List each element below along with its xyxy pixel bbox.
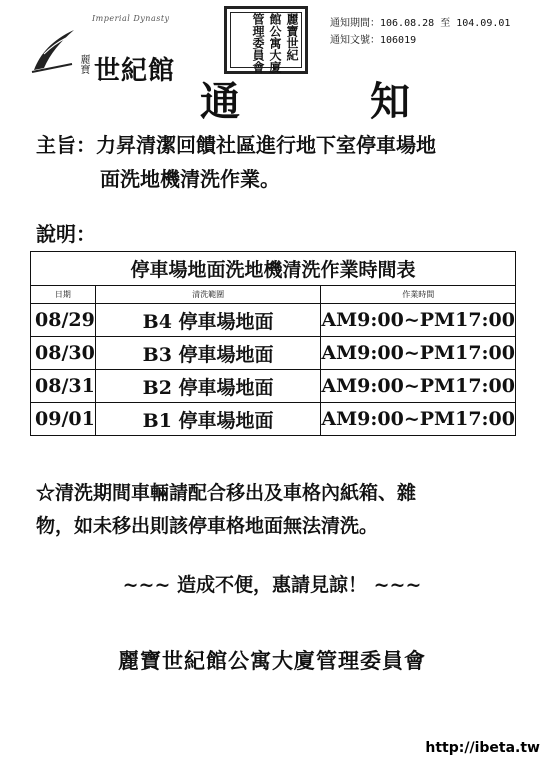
- table-row: [31, 403, 516, 436]
- doc-no-value: 106019: [380, 35, 417, 46]
- header-time: 作業時間: [321, 286, 516, 304]
- page-title-part-1: 通: [200, 78, 242, 125]
- notice-meta: [330, 15, 510, 49]
- subject-line-1: [36, 128, 516, 163]
- cell-time: AM9:00~PM17:00: [321, 370, 516, 403]
- vehicle-note-line-1: ☆清洗期間車輛請配合移出及車格內紙箱、雜: [36, 482, 417, 504]
- seal-column: 館公寓大廈: [268, 13, 282, 73]
- header-area: 清洗範圍: [95, 286, 321, 304]
- table-row: [31, 370, 516, 403]
- document-number: [330, 32, 510, 49]
- subject-text-2: 面洗地機清洗作業。: [100, 167, 280, 191]
- source-watermark: http://ibeta.tw: [425, 740, 540, 756]
- cell-date: 08/30: [31, 337, 96, 370]
- cell-area: B1 停車場地面: [95, 403, 321, 436]
- cell-date: 09/01: [31, 403, 96, 436]
- subject-label: 主旨：: [36, 133, 96, 157]
- logo-brand-small: 麗寶: [78, 54, 89, 74]
- logo-brand-name: 世紀館: [94, 56, 176, 86]
- header-date: 日期: [31, 286, 96, 304]
- apology-text: ~~~ 造成不便，惠請見諒！ ~~~: [122, 574, 422, 596]
- cell-area: B2 停車場地面: [95, 370, 321, 403]
- cell-area: B3 停車場地面: [95, 337, 321, 370]
- logo-tagline: Imperial Dynasty: [92, 14, 170, 23]
- vehicle-note-line-2: 物，如未移出則該停車格地面無法清洗。: [36, 515, 379, 537]
- cleaning-schedule-table: [30, 251, 516, 436]
- cell-time: AM9:00~PM17:00: [321, 337, 516, 370]
- doc-no-label: 通知文號：: [330, 35, 380, 46]
- notice-period: [330, 15, 510, 32]
- cell-date: 08/29: [31, 304, 96, 337]
- table-row: [31, 304, 516, 337]
- cell-time: AM9:00~PM17:00: [321, 304, 516, 337]
- management-committee-seal: [224, 6, 308, 74]
- notice-period-value: 106.08.28 至 104.09.01: [380, 18, 511, 29]
- cell-date: 08/31: [31, 370, 96, 403]
- seal-column: 麗寶世紀: [285, 13, 299, 61]
- leaf-logo-icon: [30, 24, 76, 74]
- table-header-row: [31, 286, 516, 304]
- notice-period-label: 通知期間：: [330, 18, 380, 29]
- building-logo: [30, 14, 190, 86]
- page-title-part-2: 知: [370, 78, 412, 125]
- subject-text-1: 力昇清潔回饋社區進行地下室停車場地: [96, 133, 436, 157]
- description-label: 說明：: [36, 222, 96, 246]
- cell-area: B4 停車場地面: [95, 304, 321, 337]
- table-title: 停車場地面洗地機清洗作業時間表: [31, 252, 516, 286]
- seal-text: [250, 13, 299, 73]
- cell-time: AM9:00~PM17:00: [321, 403, 516, 436]
- committee-signature: 麗寶世紀館公寓大廈管理委員會: [118, 648, 426, 673]
- seal-column: 管理委員會: [251, 13, 265, 73]
- table-row: [31, 337, 516, 370]
